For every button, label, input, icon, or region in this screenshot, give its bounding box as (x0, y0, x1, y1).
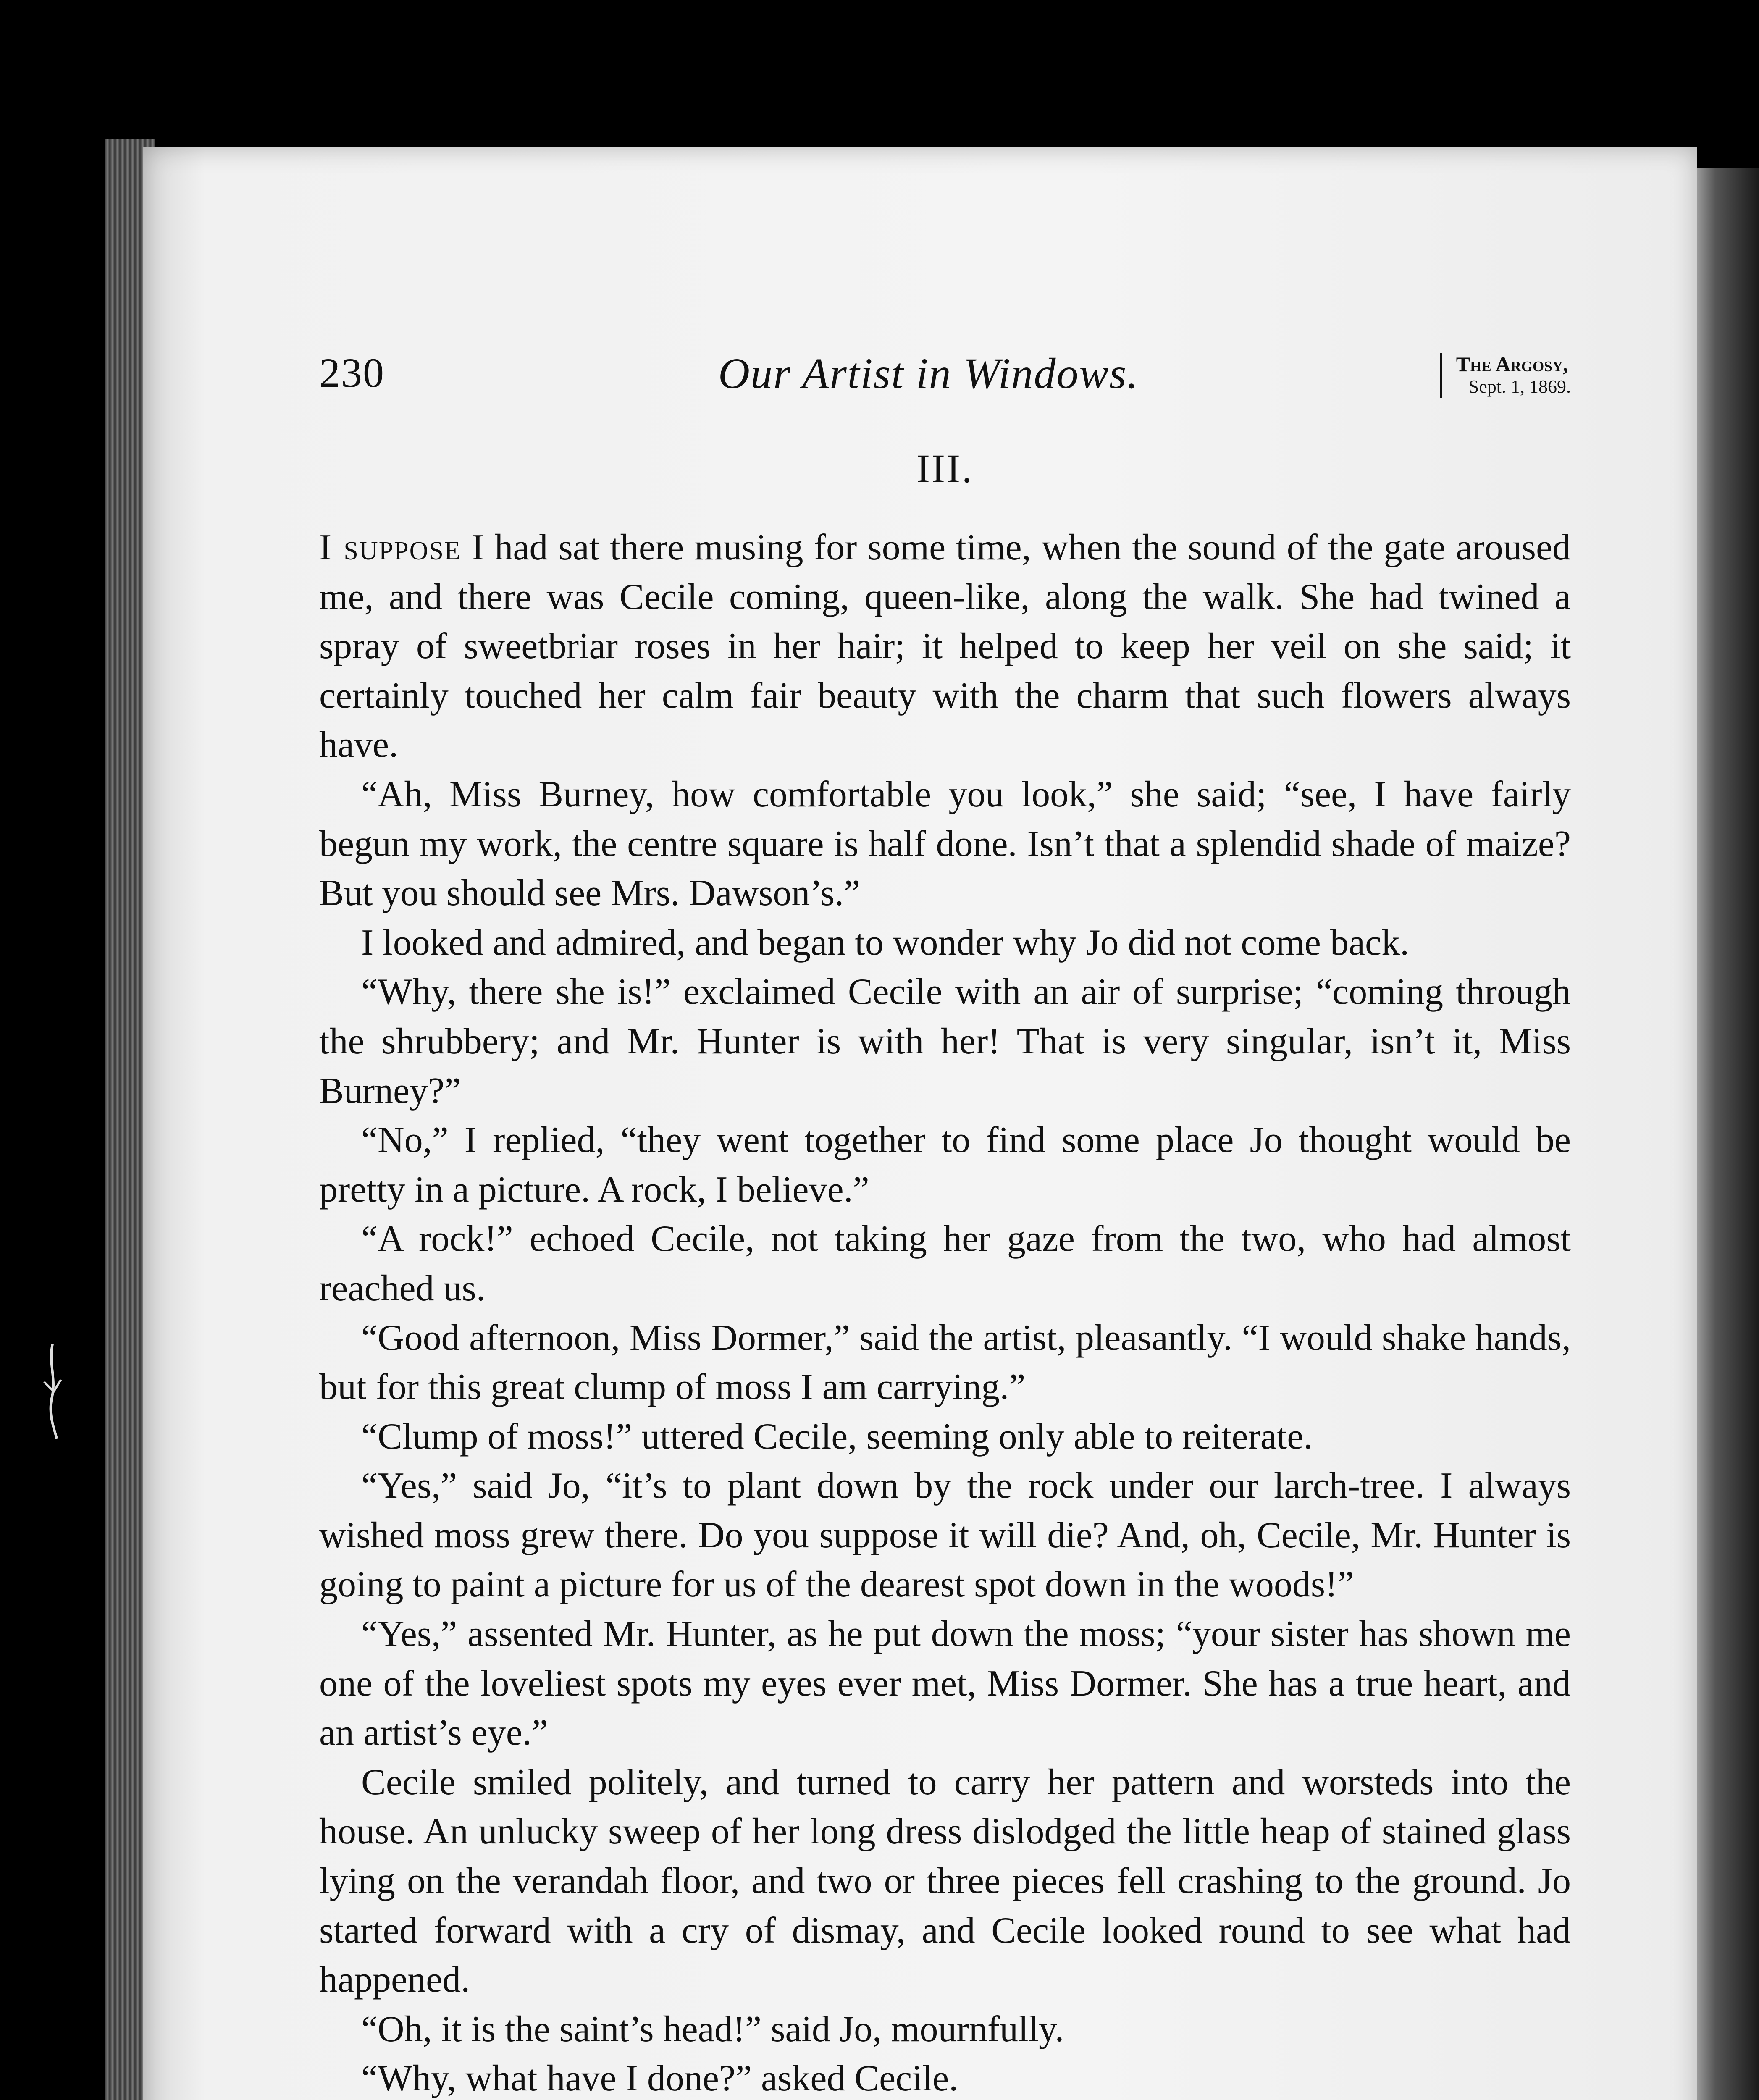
opening-paragraph (319, 523, 1571, 770)
page-number: 230 (319, 349, 385, 396)
source-note (1440, 353, 1571, 398)
paragraph: “Oh, it is the saint’s head!” said Jo, mournfully. (361, 2008, 1064, 2050)
source-date: Sept. 1, 1869. (1468, 376, 1571, 397)
running-head (319, 349, 1571, 407)
paragraph: “Yes,” assented Mr. Hunter, as he put down the moss; “your sister has shown me one of the loveliest spots my eyes ever met, Miss Dormer. She has a true heart, and an artist’s eye.” (319, 1614, 1571, 1754)
opening-smallcaps: I suppose (319, 527, 461, 568)
paragraph: “No,” I replied, “they went together to find some place Jo thought would be pretty in a picture. A rock, I believe.” (319, 1120, 1571, 1210)
paragraph: “Why, what have I done?” asked Cecile. (361, 2058, 958, 2099)
source-title: The Argosy, (1456, 352, 1568, 376)
margin-scratch-mark (36, 1340, 69, 1441)
opening-text: I had sat there musing for some time, when the sound of the gate aroused me, and there was Cecile coming, queen-like, along the walk. She had twined a spray of sweetbriar roses in her hair; it helped to keep her veil on she said; it certainly touched her calm fair beauty with the charm that such flowers always have. (319, 527, 1571, 766)
paragraph: “Ah, Miss Burney, how comfortable you look,” she said; “see, I have fairly begun my work, the centre square is half done. Isn’t that a splendid shade of maize? But you should see Mrs. Dawson’s.” (319, 774, 1571, 914)
paragraph: “Good afternoon, Miss Dormer,” said the artist, pleasantly. “I would shake hands, but for this great clump of moss I am carrying.” (319, 1317, 1571, 1408)
facing-page-shadow (1697, 168, 1759, 2100)
running-title: Our Artist in Windows. (718, 349, 1139, 398)
paragraph: Cecile smiled politely, and turned to carry her pattern and worsteds into the house. An unlucky sweep of her long dress dislodged the little heap of stained glass lying on the verandah floor, and two or three pieces fell crashing to the ground. Jo started forward with a cry of dismay, and Cecile looked round to see what had happened. (319, 1761, 1571, 2000)
paragraph: “A rock!” echoed Cecile, not taking her gaze from the two, who had almost reached us. (319, 1218, 1571, 1309)
chapter-heading: III. (916, 446, 974, 491)
paragraph: “Clump of moss!” uttered Cecile, seeming only able to reiterate. (361, 1416, 1313, 1457)
paragraph: “Yes,” said Jo, “it’s to plant down by the rock under our larch-tree. I always wished moss grew there. Do you suppose it will die? And, oh, Cecile, Mr. Hunter is going to paint a picture for us of the dearest spot down in the woods!” (319, 1465, 1571, 1605)
paragraph: “Why, there she is!” exclaimed Cecile with an air of surprise; “coming through the shrubbery; and Mr. Hunter is with her! That is very singular, isn’t it, Miss Burney?” (319, 971, 1571, 1111)
body-text (319, 523, 1571, 2100)
paragraph: I looked and admired, and began to wonder why Jo did not come back. (361, 922, 1410, 963)
